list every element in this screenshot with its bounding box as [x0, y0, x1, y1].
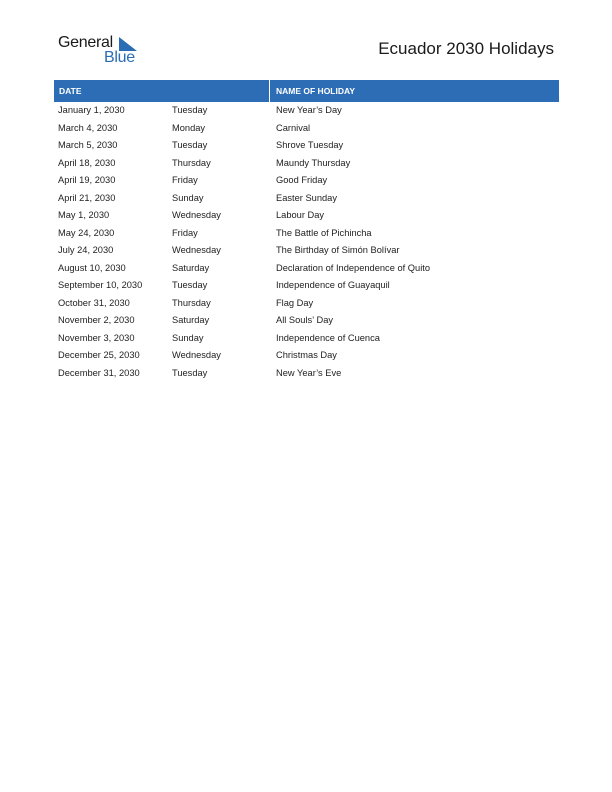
holiday-date: April 18, 2030: [58, 157, 116, 168]
holiday-weekday: Friday: [172, 175, 198, 185]
column-header-date: DATE: [59, 86, 82, 96]
table-row: [54, 190, 559, 208]
table-row: [54, 207, 559, 225]
holiday-date: November 2, 2030: [58, 315, 135, 325]
table-row: [54, 102, 559, 120]
holiday-name: Christmas Day: [276, 350, 337, 360]
table-row: [54, 242, 559, 260]
holiday-date: May 24, 2030: [58, 227, 115, 238]
holidays-table: [54, 80, 559, 382]
logo-text-blue: Blue: [104, 49, 135, 66]
holiday-date: November 3, 2030: [58, 332, 135, 343]
holiday-weekday: Tuesday: [172, 105, 208, 115]
table-row: [54, 260, 559, 278]
holiday-name: Maundy Thursday: [276, 157, 351, 168]
holiday-date: January 1, 2030: [58, 105, 125, 115]
logo-text-general: General: [58, 34, 113, 51]
holiday-date: May 1, 2030: [58, 210, 110, 220]
holiday-date: July 24, 2030: [58, 245, 114, 255]
table-body: [54, 102, 559, 382]
table-row: [54, 295, 559, 313]
table-row: [54, 137, 559, 155]
holiday-weekday: Tuesday: [172, 140, 208, 150]
page-title: Ecuador 2030 Holidays: [378, 39, 554, 58]
holiday-weekday: Tuesday: [172, 367, 208, 378]
holiday-name: Flag Day: [276, 297, 314, 308]
table-row: [54, 347, 559, 365]
holiday-date: April 19, 2030: [58, 175, 116, 185]
holiday-weekday: Saturday: [172, 262, 210, 273]
holiday-date: October 31, 2030: [58, 297, 130, 308]
holiday-weekday: Wednesday: [172, 210, 221, 220]
holiday-name: Shrove Tuesday: [276, 140, 344, 150]
holiday-weekday: Wednesday: [172, 350, 221, 360]
table-row: [54, 225, 559, 243]
holiday-weekday: Thursday: [172, 157, 211, 168]
table-row: [54, 172, 559, 190]
holiday-name: New Year’s Eve: [276, 367, 342, 378]
holiday-name: New Year’s Day: [276, 105, 342, 115]
generalblue-logo: [58, 34, 158, 68]
holiday-weekday: Friday: [172, 227, 198, 238]
table-header: [54, 80, 559, 102]
table-row: [54, 330, 559, 348]
holiday-weekday: Sunday: [172, 332, 204, 343]
holiday-weekday: Monday: [172, 122, 206, 133]
holiday-name: Declaration of Independence of Quito: [276, 262, 431, 273]
table-row: [54, 120, 559, 138]
table-row: [54, 312, 559, 330]
holiday-date: September 10, 2030: [58, 280, 143, 290]
holiday-weekday: Saturday: [172, 315, 210, 325]
holiday-name: Independence of Cuenca: [276, 332, 380, 343]
holiday-date: March 5, 2030: [58, 140, 118, 150]
holiday-weekday: Tuesday: [172, 280, 208, 290]
holiday-name: Easter Sunday: [276, 192, 337, 203]
column-header-holiday-name: NAME OF HOLIDAY: [276, 86, 356, 96]
holiday-name: The Birthday of Simón Bolívar: [276, 245, 400, 255]
holiday-name: Good Friday: [276, 175, 328, 185]
holiday-name: Carnival: [276, 122, 311, 133]
holiday-weekday: Thursday: [172, 297, 211, 308]
holiday-weekday: Wednesday: [172, 245, 221, 255]
holiday-name: The Battle of Pichincha: [276, 227, 372, 238]
holiday-weekday: Sunday: [172, 192, 204, 203]
table-row: [54, 365, 559, 383]
holiday-name: Labour Day: [276, 210, 325, 220]
header-divider: [269, 80, 270, 102]
holiday-date: December 31, 2030: [58, 367, 140, 378]
holiday-date: March 4, 2030: [58, 122, 118, 133]
table-row: [54, 155, 559, 173]
holiday-date: December 25, 2030: [58, 350, 140, 360]
holiday-date: April 21, 2030: [58, 192, 116, 203]
holiday-name: All Souls’ Day: [276, 315, 334, 325]
holiday-name: Independence of Guayaquil: [276, 280, 390, 290]
holiday-date: August 10, 2030: [58, 262, 126, 273]
table-row: [54, 277, 559, 295]
